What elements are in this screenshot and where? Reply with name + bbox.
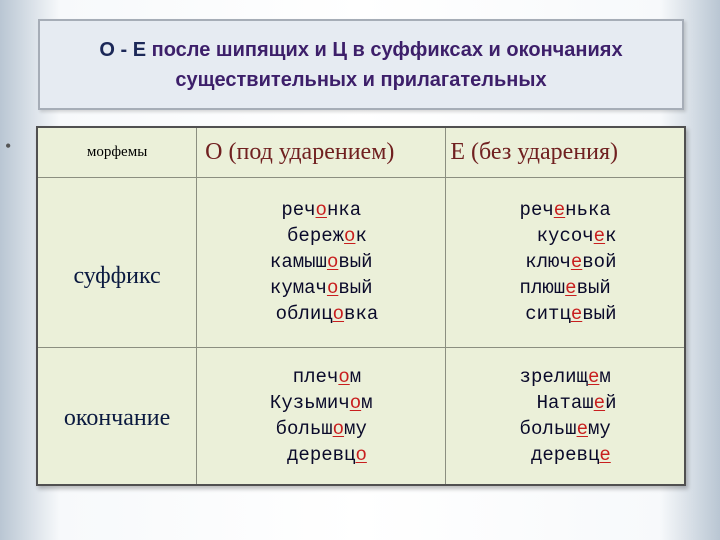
ending-o-words (197, 347, 446, 485)
word-line (197, 442, 445, 468)
word-indent (264, 303, 275, 325)
word-part: ситц (525, 303, 571, 325)
word-line (197, 197, 445, 223)
title-box (38, 19, 684, 110)
word-part: м (349, 365, 362, 388)
suffix-o-words (197, 177, 446, 347)
highlighted-letter: е (553, 199, 566, 221)
word-part: к (355, 225, 367, 247)
highlighted-letter: е (593, 391, 606, 414)
highlighted-letter: о (349, 391, 362, 414)
word-part: реч (519, 199, 554, 221)
header-e-unstressed: Е (без ударения) (446, 127, 685, 177)
highlighted-letter: е (565, 277, 577, 299)
table-header-row (37, 127, 685, 177)
word-part: больш (519, 417, 577, 440)
word-part: м (599, 365, 611, 388)
word-line (197, 416, 445, 442)
highlighted-letter: е (587, 365, 600, 388)
highlighted-letter: е (593, 225, 606, 247)
word-line (197, 275, 445, 301)
word-part: Кузьмич (269, 391, 350, 414)
word-line (446, 223, 684, 249)
row-label-ending: окончание (37, 347, 197, 485)
highlighted-letter: е (570, 303, 583, 325)
bullet-marker: • (5, 136, 12, 156)
highlighted-letter: о (338, 365, 350, 388)
word-indent (514, 392, 537, 414)
title-line-1 (99, 35, 622, 65)
word-line (446, 442, 684, 468)
highlighted-letter: о (326, 251, 339, 273)
highlighted-letter: о (315, 199, 327, 221)
row-label-suffix: суффикс (37, 177, 197, 347)
word-part: му (587, 417, 611, 440)
word-part: му (344, 417, 367, 440)
word-part: к (605, 225, 617, 247)
word-indent (281, 366, 292, 388)
word-indent (514, 251, 525, 273)
word-part: вка (344, 303, 379, 325)
word-indent (514, 225, 537, 247)
word-line (446, 416, 684, 442)
word-part: больш (275, 417, 333, 440)
word-indent (514, 303, 525, 325)
word-part: деревц (530, 443, 600, 466)
highlighted-letter: о (326, 277, 339, 299)
word-part: реч (281, 199, 316, 221)
word-part: зрелищ (519, 365, 588, 388)
word-part: кусоч (536, 225, 594, 247)
word-part: облиц (275, 303, 333, 325)
word-indent (276, 444, 287, 466)
word-part: камыш (269, 251, 327, 273)
word-part: вой (582, 251, 617, 273)
word-part: й (605, 391, 617, 414)
highlighted-letter: о (344, 225, 356, 247)
word-line (446, 390, 684, 416)
word-part: береж (287, 225, 345, 247)
word-part: кумач (269, 277, 327, 299)
word-line (446, 197, 684, 223)
title-line-1-rest: после шипящих и Ц в суффиксах и окончаниях (146, 38, 623, 61)
header-o-stressed: О (под ударением) (197, 127, 446, 177)
highlighted-letter: о (355, 443, 367, 466)
suffix-e-words (446, 177, 685, 347)
word-part: нька (565, 199, 611, 221)
highlighted-letter: о (332, 303, 345, 325)
word-line (446, 364, 684, 390)
highlighted-letter: е (599, 443, 611, 466)
word-line (197, 364, 445, 390)
word-part: Наташ (536, 391, 594, 414)
word-line (197, 301, 445, 327)
word-indent (276, 225, 287, 247)
word-line (446, 275, 684, 301)
word-part: плюш (519, 277, 566, 299)
word-line (197, 390, 445, 416)
word-part: вый (338, 277, 373, 299)
table-row (37, 177, 685, 347)
morphemes-table (36, 126, 686, 486)
highlighted-letter: о (332, 417, 345, 440)
highlighted-letter: е (570, 251, 583, 273)
word-line (446, 301, 684, 327)
word-line (197, 223, 445, 249)
table-row (37, 347, 685, 485)
word-line (446, 249, 684, 275)
word-part: плеч (292, 365, 339, 388)
word-part: вый (576, 277, 611, 299)
header-morphemes: морфемы (37, 127, 197, 177)
word-part: деревц (287, 443, 356, 466)
word-part: вый (338, 251, 373, 273)
ending-e-words (446, 347, 685, 485)
title-lead: О - Е (99, 38, 147, 61)
title-line-2: существительных и прилагательных (175, 68, 547, 91)
word-indent (520, 444, 531, 466)
word-part: нка (326, 199, 362, 221)
word-part: м (361, 391, 373, 414)
word-part: вый (582, 303, 617, 325)
word-line (197, 249, 445, 275)
highlighted-letter: е (576, 417, 588, 440)
word-part: ключ (525, 251, 571, 273)
